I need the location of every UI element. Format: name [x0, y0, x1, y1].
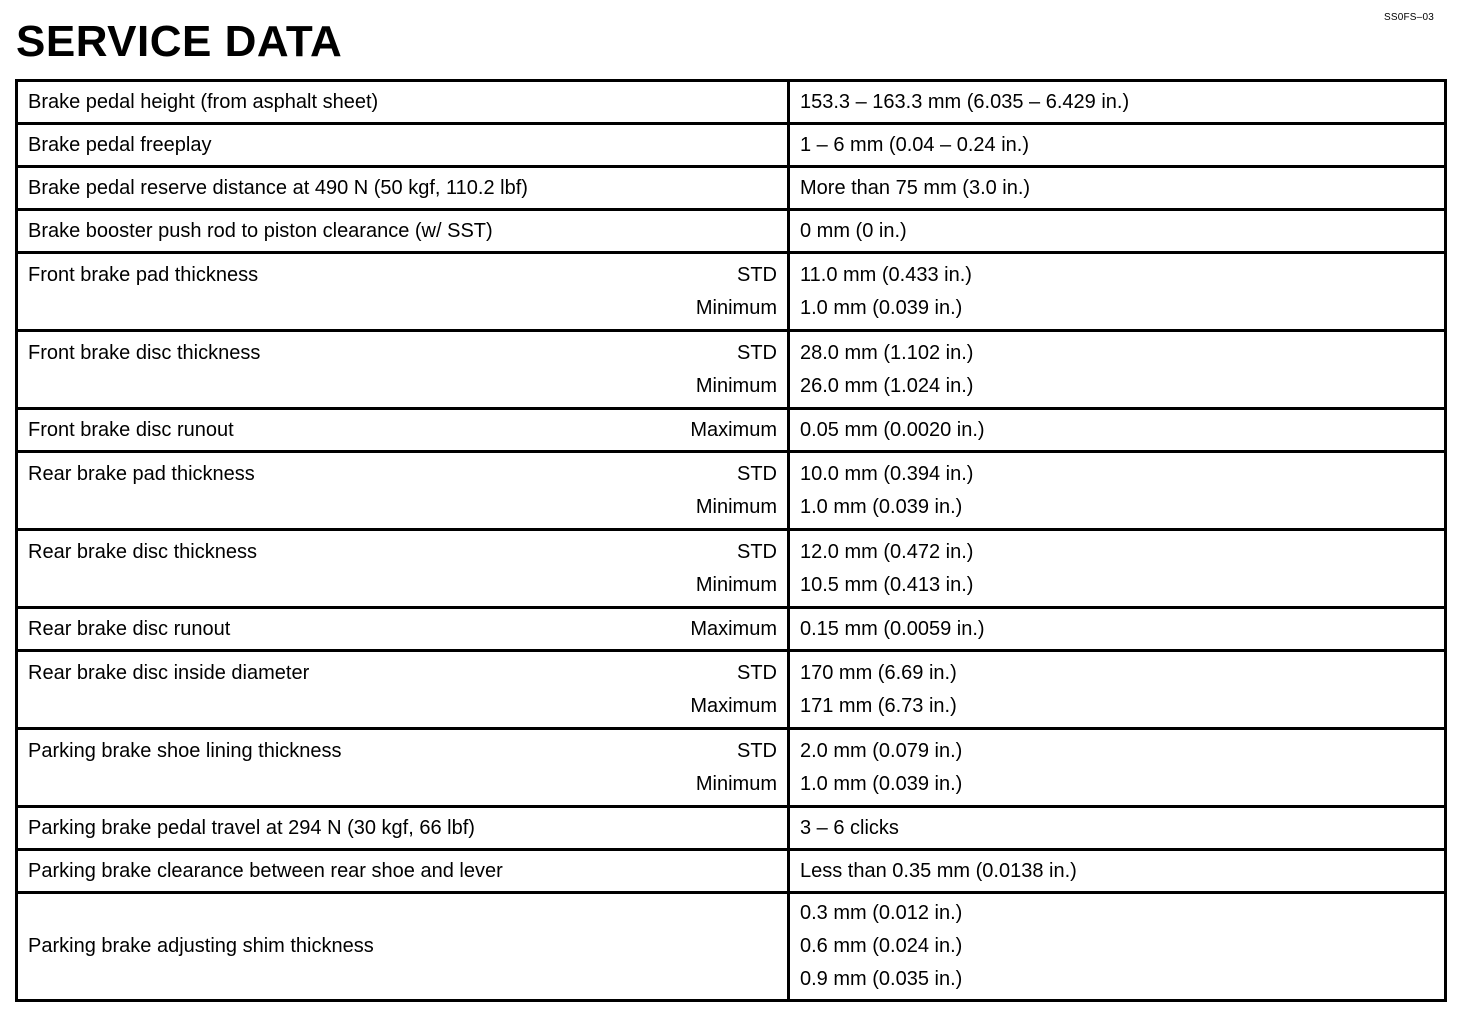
item-cell: [17, 807, 789, 850]
spec-value: 10.5 mm (0.413 in.): [800, 573, 974, 596]
spec-value: 10.0 mm (0.394 in.): [800, 462, 974, 485]
item-label: Parking brake shoe lining thickness: [28, 739, 342, 762]
table-row: [17, 409, 1446, 452]
table-row: [17, 651, 1446, 729]
page-title: SERVICE DATA: [16, 17, 343, 66]
qualifier-label: STD: [737, 739, 777, 762]
spec-value: 0.6 mm (0.024 in.): [800, 935, 963, 957]
qualifier-label: Maximum: [690, 694, 777, 717]
qualifier-label: Maximum: [690, 418, 777, 441]
item-cell: [17, 253, 789, 331]
table-row: [17, 331, 1446, 409]
item-cell: [17, 452, 789, 530]
item-label: Brake pedal freeplay: [28, 133, 212, 156]
value-cell: [789, 608, 1446, 651]
item-cell: [17, 210, 789, 253]
item-cell: [17, 729, 789, 807]
spec-value: 2.0 mm (0.079 in.): [800, 739, 963, 762]
value-cell: [789, 210, 1446, 253]
item-label: Parking brake clearance between rear shoe and lever: [28, 859, 503, 882]
item-label: Parking brake pedal travel at 294 N (30 kgf, 66 lbf): [28, 816, 475, 839]
table-row: [17, 807, 1446, 850]
table-row: [17, 81, 1446, 124]
value-cell: [789, 331, 1446, 409]
qualifier-label: STD: [737, 661, 777, 684]
spec-value: 170 mm (6.69 in.): [800, 661, 957, 684]
qualifier-label: STD: [737, 263, 777, 286]
spec-value: 1 – 6 mm (0.04 – 0.24 in.): [800, 133, 1030, 156]
table-row: [17, 729, 1446, 807]
spec-value: 1.0 mm (0.039 in.): [800, 495, 963, 518]
table-row: [17, 608, 1446, 651]
value-cell: [789, 530, 1446, 608]
value-cell: [789, 850, 1446, 893]
value-cell: [789, 167, 1446, 210]
value-cell: [789, 651, 1446, 729]
service-data-table: [15, 79, 1447, 1002]
item-label: Parking brake adjusting shim thickness: [28, 935, 374, 957]
item-cell: [17, 81, 789, 124]
spec-value: 171 mm (6.73 in.): [800, 694, 957, 717]
value-cell: [789, 893, 1446, 1001]
item-cell: [17, 167, 789, 210]
item-cell: [17, 651, 789, 729]
item-label: Front brake disc thickness: [28, 341, 261, 364]
table-row: [17, 124, 1446, 167]
qualifier-label: STD: [737, 341, 777, 364]
item-cell: [17, 850, 789, 893]
value-cell: [789, 124, 1446, 167]
spec-value: 3 – 6 clicks: [800, 816, 899, 839]
spec-value: 12.0 mm (0.472 in.): [800, 540, 974, 563]
item-cell: [17, 124, 789, 167]
item-cell: [17, 893, 789, 1001]
item-cell: [17, 608, 789, 651]
table-row: [17, 167, 1446, 210]
item-label: Rear brake disc thickness: [28, 540, 257, 563]
spec-value: 28.0 mm (1.102 in.): [800, 341, 974, 364]
value-cell: [789, 81, 1446, 124]
qualifier-label: Minimum: [695, 495, 777, 518]
item-label: Brake booster push rod to piston clearance (w/ SST): [28, 219, 493, 242]
page-code: SS0FS–03: [1384, 12, 1434, 23]
qualifier-label: Minimum: [695, 296, 777, 319]
item-label: Brake pedal height (from asphalt sheet): [28, 90, 379, 113]
spec-value: 11.0 mm (0.433 in.): [800, 263, 972, 286]
table-row: [17, 452, 1446, 530]
spec-value: More than 75 mm (3.0 in.): [800, 176, 1031, 199]
qualifier-label: STD: [737, 540, 777, 563]
qualifier-label: Minimum: [695, 772, 777, 795]
table-row: [17, 893, 1446, 1001]
qualifier-label: Minimum: [695, 573, 777, 596]
table-row: [17, 253, 1446, 331]
item-label: Brake pedal reserve distance at 490 N (50 kgf, 110.2 lbf): [28, 176, 528, 199]
spec-value: 0.9 mm (0.035 in.): [800, 968, 963, 990]
item-cell: [17, 331, 789, 409]
spec-value: 0.15 mm (0.0059 in.): [800, 617, 985, 640]
qualifier-label: Minimum: [695, 374, 777, 397]
value-cell: [789, 729, 1446, 807]
item-label: Front brake pad thickness: [28, 263, 259, 286]
spec-value: 0.05 mm (0.0020 in.): [800, 418, 985, 441]
table-row: [17, 850, 1446, 893]
item-label: Front brake disc runout: [28, 418, 234, 441]
value-cell: [789, 409, 1446, 452]
spec-value: 0.3 mm (0.012 in.): [800, 902, 963, 924]
item-label: Rear brake disc runout: [28, 617, 231, 640]
item-label: Rear brake disc inside diameter: [28, 661, 310, 684]
spec-value: 1.0 mm (0.039 in.): [800, 296, 963, 319]
spec-value: 153.3 – 163.3 mm (6.035 – 6.429 in.): [800, 90, 1130, 113]
table-row: [17, 530, 1446, 608]
spec-value: 26.0 mm (1.024 in.): [800, 374, 974, 397]
table-row: [17, 210, 1446, 253]
value-cell: [789, 253, 1446, 331]
spec-value: 1.0 mm (0.039 in.): [800, 772, 963, 795]
spec-value: 0 mm (0 in.): [800, 219, 907, 242]
qualifier-label: STD: [737, 462, 777, 485]
value-cell: [789, 452, 1446, 530]
value-cell: [789, 807, 1446, 850]
item-cell: [17, 409, 789, 452]
item-label: Rear brake pad thickness: [28, 462, 255, 485]
item-cell: [17, 530, 789, 608]
qualifier-label: Maximum: [690, 617, 777, 640]
spec-value: Less than 0.35 mm (0.0138 in.): [800, 859, 1077, 882]
